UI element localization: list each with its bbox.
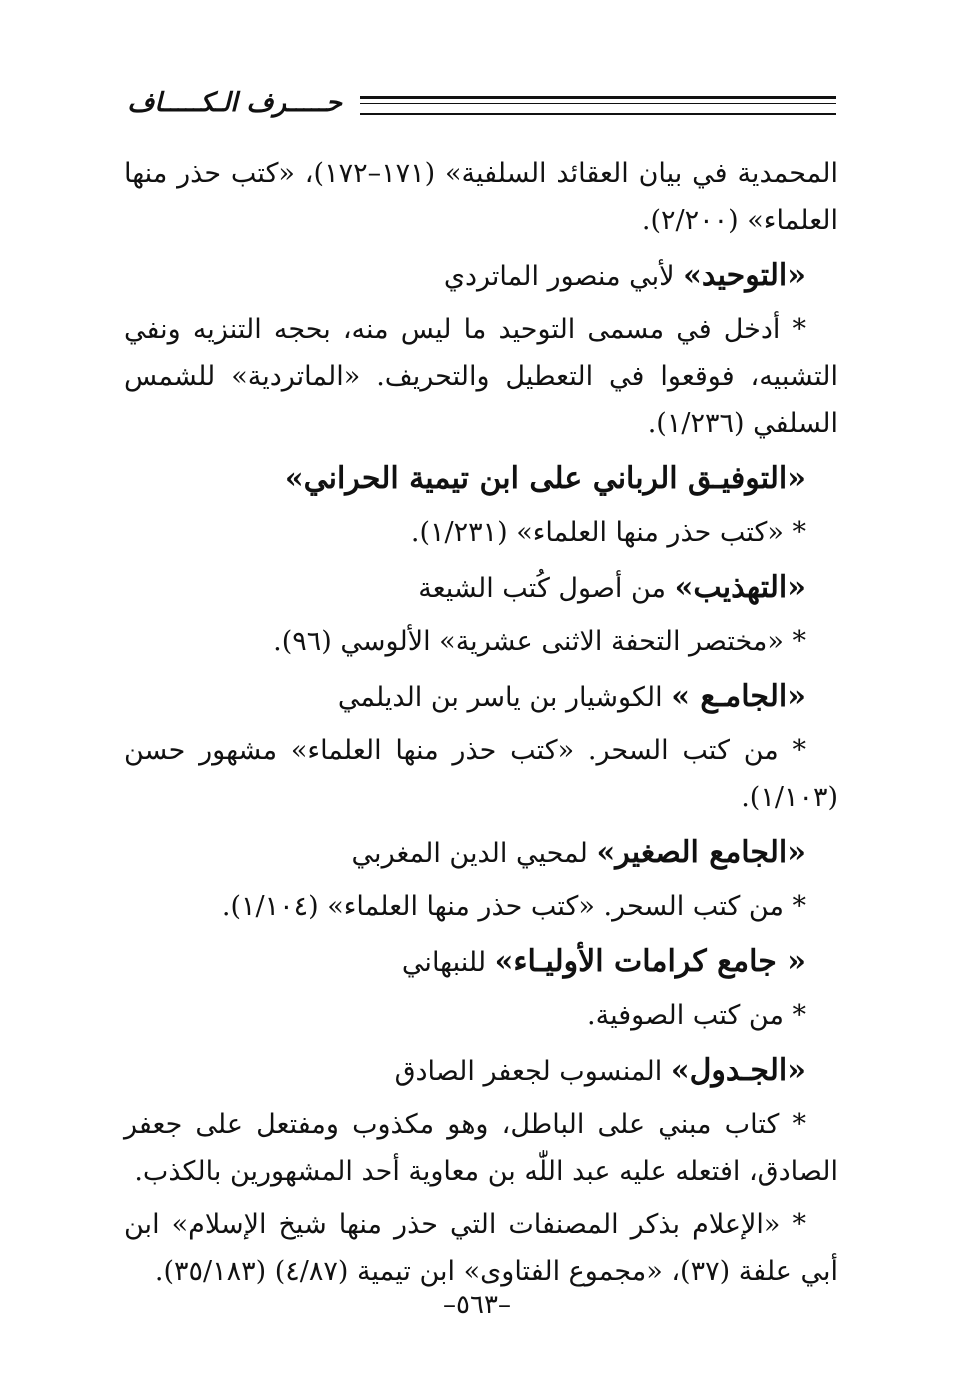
book-title: «التوفيـق الرباني على ابن تيمية الحراني» [284,461,806,496]
entry-body-jadwal-refs: * «الإعلام بذكر المصنفات التي حذر منها شيخ الإسلام» ابن أبي علفة (٣٧)، «مجموع الفتاوى» ابن تيمية (٤/٨٧) (٣٥/١٨٣). [124,1209,838,1287]
book-title: «الجـدول» [670,1053,806,1088]
book-title: «التهذيب» [674,570,806,605]
entry-body-karamat: * من كتب الصوفية. [587,1000,806,1031]
page-number: –٥٦٣– [443,1290,511,1320]
entry-body-jadwal: * كتاب مبني على الباطل، وهو مكذوب ومفتعل على جعفر الصادق، افتعله عليه عبد اللّٰه بن معاوية أحد المشهورين بالكذب. [124,1109,838,1187]
entry-title-tawhid [124,252,838,300]
book-title: «الجامع الصغير» [596,835,806,870]
entry-body-tahdhib: * «مختصر التحفة الاثنى عشرية» الألوسي (٩٦). [273,626,806,657]
entry-body-tawfiq: * «كتب حذر منها العلماء» (١/٢٣١). [410,517,806,548]
continuation-paragraph: المحمدية في بيان العقائد السلفية» (١٧١–١٧٢)، «كتب حذر منها العلماء» (٢/٢٠٠). [124,158,838,236]
book-title: «التوحيد» [683,258,806,293]
book-title: «الجامـع » [671,679,806,714]
book-author: للنبهاني [401,947,495,978]
entry-title-tawfiq [124,455,838,503]
entry-title-jami-saghir [124,829,838,877]
book-author: الكوشيار بن ياسر بن الديلمي [337,682,672,713]
book-author: لأبي منصور الماتردي [443,261,684,292]
header-rule [360,96,836,115]
entry-body-tawhid: * أدخل في مسمى التوحيد ما ليس منه، بحجه التنزيه ونفي التشبيه، فوقعوا في التعطيل والتحريف. «الماتردية» للشمس السلفي (١/٢٣٦). [124,314,838,439]
running-header: حـــــرف الـكـــــاف [127,88,342,118]
entry-title-karamat [124,938,838,986]
entry-title-jami [124,673,838,721]
entry-body-jami-saghir: * من كتب السحر. «كتب حذر منها العلماء» (١/١٠٤). [221,891,806,922]
book-author: المنسوب لجعفر الصادق [394,1056,671,1087]
page-body [124,150,838,1295]
entry-title-jadwal [124,1047,838,1095]
entry-title-tahdhib [124,564,838,612]
entry-body-jami: * من كتب السحر. «كتب حذر منها العلماء» مشهور حسن (١/١٠٣). [124,735,838,813]
book-author: لمحيي الدين المغربي [351,838,597,869]
book-title: « جامع كرامات الأوليـاء» [494,944,806,979]
book-author: من أصول كُتب الشيعة [418,573,675,604]
